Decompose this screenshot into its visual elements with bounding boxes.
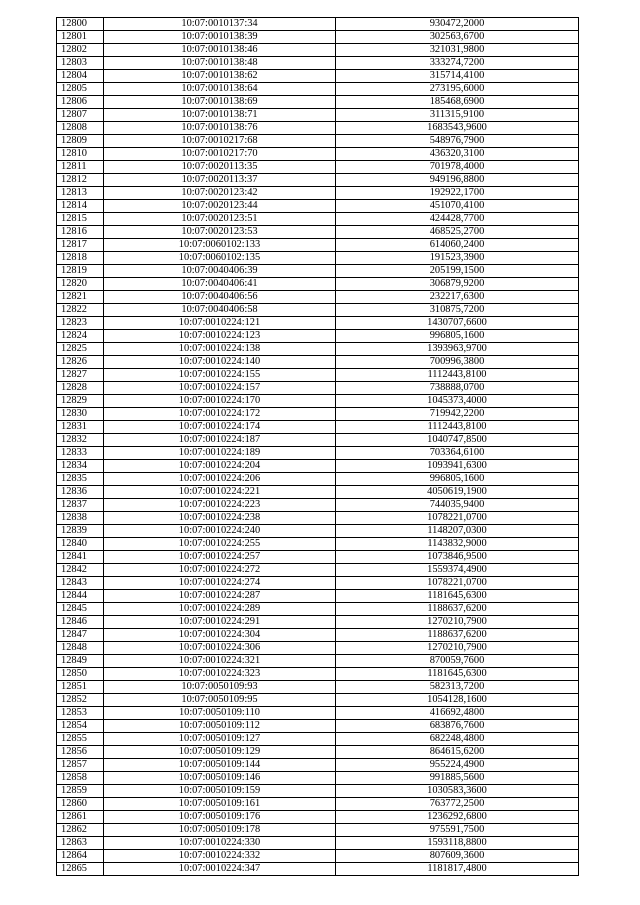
row-number-cell: 12834 <box>57 460 104 473</box>
row-number-cell: 12860 <box>57 798 104 811</box>
table-row <box>57 655 579 668</box>
table-row <box>57 772 579 785</box>
cadastral-number-cell: 10:07:0040406:56 <box>104 291 336 304</box>
row-number-cell: 12854 <box>57 720 104 733</box>
table-row <box>57 31 579 44</box>
value-cell: 744035,9400 <box>336 499 579 512</box>
table-body <box>57 18 579 876</box>
table-row <box>57 408 579 421</box>
cadastral-number-cell: 10:07:0010138:62 <box>104 70 336 83</box>
table-row <box>57 577 579 590</box>
row-number-cell: 12840 <box>57 538 104 551</box>
table-row <box>57 863 579 876</box>
cadastral-number-cell: 10:07:0010224:223 <box>104 499 336 512</box>
row-number-cell: 12836 <box>57 486 104 499</box>
value-cell: 451070,4100 <box>336 200 579 213</box>
cadastral-number-cell: 10:07:0010224:347 <box>104 863 336 876</box>
cadastral-number-cell: 10:07:0010224:204 <box>104 460 336 473</box>
value-cell: 306879,9200 <box>336 278 579 291</box>
table-row <box>57 447 579 460</box>
value-cell: 232217,6300 <box>336 291 579 304</box>
table-row <box>57 759 579 772</box>
table-row <box>57 499 579 512</box>
value-cell: 1143832,9000 <box>336 538 579 551</box>
value-cell: 582313,7200 <box>336 681 579 694</box>
cadastral-number-cell: 10:07:0020123:53 <box>104 226 336 239</box>
value-cell: 205199,1500 <box>336 265 579 278</box>
value-cell: 1040747,8500 <box>336 434 579 447</box>
table-row <box>57 538 579 551</box>
row-number-cell: 12838 <box>57 512 104 525</box>
row-number-cell: 12818 <box>57 252 104 265</box>
cadastral-number-cell: 10:07:0060102:135 <box>104 252 336 265</box>
row-number-cell: 12852 <box>57 694 104 707</box>
cadastral-number-cell: 10:07:0050109:144 <box>104 759 336 772</box>
value-cell: 311315,9100 <box>336 109 579 122</box>
table-row <box>57 200 579 213</box>
table-row <box>57 668 579 681</box>
value-cell: 1073846,9500 <box>336 551 579 564</box>
row-number-cell: 12808 <box>57 122 104 135</box>
row-number-cell: 12815 <box>57 213 104 226</box>
cadastral-number-cell: 10:07:0010224:255 <box>104 538 336 551</box>
value-cell: 1078221,0700 <box>336 512 579 525</box>
row-number-cell: 12845 <box>57 603 104 616</box>
value-cell: 548976,7900 <box>336 135 579 148</box>
row-number-cell: 12817 <box>57 239 104 252</box>
table-row <box>57 18 579 31</box>
table-row <box>57 226 579 239</box>
cadastral-number-cell: 10:07:0010138:48 <box>104 57 336 70</box>
cadastral-number-cell: 10:07:0020123:42 <box>104 187 336 200</box>
cadastral-number-cell: 10:07:0010224:332 <box>104 850 336 863</box>
value-cell: 870059,7600 <box>336 655 579 668</box>
value-cell: 1054128,1600 <box>336 694 579 707</box>
row-number-cell: 12859 <box>57 785 104 798</box>
value-cell: 1078221,0700 <box>336 577 579 590</box>
row-number-cell: 12864 <box>57 850 104 863</box>
cadastral-number-cell: 10:07:0010137:34 <box>104 18 336 31</box>
value-cell: 1559374,4900 <box>336 564 579 577</box>
row-number-cell: 12813 <box>57 187 104 200</box>
table-row <box>57 746 579 759</box>
table-row <box>57 616 579 629</box>
cadastral-number-cell: 10:07:0010224:238 <box>104 512 336 525</box>
value-cell: 416692,4800 <box>336 707 579 720</box>
value-cell: 1270210,7900 <box>336 642 579 655</box>
row-number-cell: 12858 <box>57 772 104 785</box>
row-number-cell: 12809 <box>57 135 104 148</box>
table-row <box>57 720 579 733</box>
row-number-cell: 12828 <box>57 382 104 395</box>
value-cell: 1683543,9600 <box>336 122 579 135</box>
row-number-cell: 12842 <box>57 564 104 577</box>
table-row <box>57 174 579 187</box>
cadastral-number-cell: 10:07:0060102:133 <box>104 239 336 252</box>
table-row <box>57 148 579 161</box>
table-row <box>57 161 579 174</box>
cadastral-number-cell: 10:07:0050109:178 <box>104 824 336 837</box>
value-cell: 864615,6200 <box>336 746 579 759</box>
cadastral-number-cell: 10:07:0010138:46 <box>104 44 336 57</box>
row-number-cell: 12830 <box>57 408 104 421</box>
value-cell: 424428,7700 <box>336 213 579 226</box>
cadastral-number-cell: 10:07:0050109:110 <box>104 707 336 720</box>
value-cell: 185468,6900 <box>336 96 579 109</box>
value-cell: 996805,1600 <box>336 473 579 486</box>
value-cell: 1181645,6300 <box>336 668 579 681</box>
row-number-cell: 12831 <box>57 421 104 434</box>
row-number-cell: 12806 <box>57 96 104 109</box>
value-cell: 1430707,6600 <box>336 317 579 330</box>
cadastral-number-cell: 10:07:0020123:44 <box>104 200 336 213</box>
cadastral-number-cell: 10:07:0010224:323 <box>104 668 336 681</box>
value-cell: 1188637,6200 <box>336 629 579 642</box>
value-cell: 302563,6700 <box>336 31 579 44</box>
row-number-cell: 12832 <box>57 434 104 447</box>
value-cell: 436320,3100 <box>336 148 579 161</box>
cadastral-number-cell: 10:07:0050109:127 <box>104 733 336 746</box>
row-number-cell: 12823 <box>57 317 104 330</box>
table-row <box>57 330 579 343</box>
value-cell: 703364,6100 <box>336 447 579 460</box>
table-row <box>57 70 579 83</box>
row-number-cell: 12807 <box>57 109 104 122</box>
cadastral-number-cell: 10:07:0010224:321 <box>104 655 336 668</box>
cadastral-number-cell: 10:07:0010224:291 <box>104 616 336 629</box>
value-cell: 1181817,4800 <box>336 863 579 876</box>
table-row <box>57 317 579 330</box>
row-number-cell: 12847 <box>57 629 104 642</box>
cadastral-number-cell: 10:07:0020123:51 <box>104 213 336 226</box>
cadastral-number-cell: 10:07:0050109:161 <box>104 798 336 811</box>
cadastral-number-cell: 10:07:0010224:123 <box>104 330 336 343</box>
cadastral-number-cell: 10:07:0010217:68 <box>104 135 336 148</box>
value-cell: 310875,7200 <box>336 304 579 317</box>
cadastral-number-cell: 10:07:0040406:58 <box>104 304 336 317</box>
row-number-cell: 12816 <box>57 226 104 239</box>
value-cell: 955224,4900 <box>336 759 579 772</box>
cadastral-number-cell: 10:07:0010224:272 <box>104 564 336 577</box>
table-row <box>57 824 579 837</box>
cadastral-number-cell: 10:07:0050109:129 <box>104 746 336 759</box>
value-cell: 701978,4000 <box>336 161 579 174</box>
value-cell: 991885,5600 <box>336 772 579 785</box>
table-row <box>57 304 579 317</box>
table-row <box>57 798 579 811</box>
table-row <box>57 785 579 798</box>
row-number-cell: 12814 <box>57 200 104 213</box>
value-cell: 975591,7500 <box>336 824 579 837</box>
cadastral-number-cell: 10:07:0010224:287 <box>104 590 336 603</box>
row-number-cell: 12800 <box>57 18 104 31</box>
value-cell: 1181645,6300 <box>336 590 579 603</box>
table-row <box>57 694 579 707</box>
cadastral-number-cell: 10:07:0010224:274 <box>104 577 336 590</box>
value-cell: 1093941,6300 <box>336 460 579 473</box>
cadastral-number-cell: 10:07:0010224:121 <box>104 317 336 330</box>
row-number-cell: 12846 <box>57 616 104 629</box>
value-cell: 192922,1700 <box>336 187 579 200</box>
table-row <box>57 564 579 577</box>
cadastral-number-cell: 10:07:0010138:64 <box>104 83 336 96</box>
value-cell: 191523,3900 <box>336 252 579 265</box>
table-row <box>57 57 579 70</box>
cadastral-number-cell: 10:07:0010224:155 <box>104 369 336 382</box>
value-cell: 719942,2200 <box>336 408 579 421</box>
value-cell: 949196,8800 <box>336 174 579 187</box>
table-row <box>57 122 579 135</box>
table-row <box>57 837 579 850</box>
table-row <box>57 239 579 252</box>
cadastral-number-cell: 10:07:0010224:330 <box>104 837 336 850</box>
cadastral-number-cell: 10:07:0040406:41 <box>104 278 336 291</box>
cadastral-number-cell: 10:07:0010224:240 <box>104 525 336 538</box>
row-number-cell: 12819 <box>57 265 104 278</box>
value-cell: 273195,6000 <box>336 83 579 96</box>
row-number-cell: 12851 <box>57 681 104 694</box>
row-number-cell: 12844 <box>57 590 104 603</box>
row-number-cell: 12811 <box>57 161 104 174</box>
cadastral-number-cell: 10:07:0010138:39 <box>104 31 336 44</box>
value-cell: 315714,4100 <box>336 70 579 83</box>
row-number-cell: 12856 <box>57 746 104 759</box>
row-number-cell: 12803 <box>57 57 104 70</box>
cadastral-number-cell: 10:07:0010224:174 <box>104 421 336 434</box>
row-number-cell: 12853 <box>57 707 104 720</box>
table-row <box>57 44 579 57</box>
row-number-cell: 12849 <box>57 655 104 668</box>
value-cell: 738888,0700 <box>336 382 579 395</box>
table-row <box>57 382 579 395</box>
row-number-cell: 12824 <box>57 330 104 343</box>
row-number-cell: 12862 <box>57 824 104 837</box>
row-number-cell: 12857 <box>57 759 104 772</box>
cadastral-number-cell: 10:07:0020113:37 <box>104 174 336 187</box>
cadastral-number-cell: 10:07:0010224:289 <box>104 603 336 616</box>
cadastral-number-cell: 10:07:0050109:176 <box>104 811 336 824</box>
value-cell: 1593118,8800 <box>336 837 579 850</box>
table-row <box>57 603 579 616</box>
row-number-cell: 12821 <box>57 291 104 304</box>
table-row <box>57 525 579 538</box>
row-number-cell: 12805 <box>57 83 104 96</box>
value-cell: 1148207,0300 <box>336 525 579 538</box>
value-cell: 468525,2700 <box>336 226 579 239</box>
table-row <box>57 486 579 499</box>
table-row <box>57 291 579 304</box>
table-row <box>57 590 579 603</box>
cadastral-number-cell: 10:07:0010224:206 <box>104 473 336 486</box>
table-row <box>57 83 579 96</box>
row-number-cell: 12829 <box>57 395 104 408</box>
table-row <box>57 213 579 226</box>
row-number-cell: 12855 <box>57 733 104 746</box>
cadastral-number-cell: 10:07:0020113:35 <box>104 161 336 174</box>
table-row <box>57 265 579 278</box>
row-number-cell: 12822 <box>57 304 104 317</box>
cadastral-number-cell: 10:07:0010224:221 <box>104 486 336 499</box>
row-number-cell: 12837 <box>57 499 104 512</box>
row-number-cell: 12863 <box>57 837 104 850</box>
row-number-cell: 12843 <box>57 577 104 590</box>
cadastral-number-cell: 10:07:0010224:170 <box>104 395 336 408</box>
table-row <box>57 473 579 486</box>
value-cell: 1045373,4000 <box>336 395 579 408</box>
value-cell: 1188637,6200 <box>336 603 579 616</box>
table-row <box>57 187 579 200</box>
cadastral-number-cell: 10:07:0010224:257 <box>104 551 336 564</box>
value-cell: 996805,1600 <box>336 330 579 343</box>
cadastral-number-cell: 10:07:0010224:189 <box>104 447 336 460</box>
value-cell: 930472,2000 <box>336 18 579 31</box>
cadastral-number-cell: 10:07:0010224:157 <box>104 382 336 395</box>
table-row <box>57 811 579 824</box>
value-cell: 700996,3800 <box>336 356 579 369</box>
cadastral-number-cell: 10:07:0040406:39 <box>104 265 336 278</box>
table-row <box>57 460 579 473</box>
table-row <box>57 369 579 382</box>
value-cell: 1393963,9700 <box>336 343 579 356</box>
row-number-cell: 12802 <box>57 44 104 57</box>
cadastral-number-cell: 10:07:0050109:146 <box>104 772 336 785</box>
cadastral-number-cell: 10:07:0010224:187 <box>104 434 336 447</box>
cadastral-number-cell: 10:07:0010224:140 <box>104 356 336 369</box>
row-number-cell: 12841 <box>57 551 104 564</box>
value-cell: 1112443,8100 <box>336 369 579 382</box>
row-number-cell: 12825 <box>57 343 104 356</box>
row-number-cell: 12865 <box>57 863 104 876</box>
cadastral-number-cell: 10:07:0050109:112 <box>104 720 336 733</box>
value-cell: 4050619,1900 <box>336 486 579 499</box>
cadastral-number-cell: 10:07:0010138:76 <box>104 122 336 135</box>
row-number-cell: 12848 <box>57 642 104 655</box>
cadastral-number-cell: 10:07:0010224:306 <box>104 642 336 655</box>
cadastral-number-cell: 10:07:0010217:70 <box>104 148 336 161</box>
cadastral-value-table <box>56 17 579 876</box>
cadastral-number-cell: 10:07:0010138:69 <box>104 96 336 109</box>
row-number-cell: 12801 <box>57 31 104 44</box>
value-cell: 1236292,6800 <box>336 811 579 824</box>
row-number-cell: 12850 <box>57 668 104 681</box>
cadastral-number-cell: 10:07:0010224:304 <box>104 629 336 642</box>
row-number-cell: 12826 <box>57 356 104 369</box>
table-row <box>57 278 579 291</box>
table-row <box>57 135 579 148</box>
value-cell: 333274,7200 <box>336 57 579 70</box>
value-cell: 614060,2400 <box>336 239 579 252</box>
cadastral-number-cell: 10:07:0010224:138 <box>104 343 336 356</box>
row-number-cell: 12827 <box>57 369 104 382</box>
value-cell: 807609,3600 <box>336 850 579 863</box>
row-number-cell: 12835 <box>57 473 104 486</box>
row-number-cell: 12804 <box>57 70 104 83</box>
value-cell: 683876,7600 <box>336 720 579 733</box>
table-row <box>57 642 579 655</box>
table-row <box>57 343 579 356</box>
table-row <box>57 681 579 694</box>
value-cell: 682248,4800 <box>336 733 579 746</box>
table-row <box>57 850 579 863</box>
value-cell: 321031,9800 <box>336 44 579 57</box>
table-row <box>57 356 579 369</box>
table-row <box>57 733 579 746</box>
row-number-cell: 12839 <box>57 525 104 538</box>
value-cell: 1270210,7900 <box>336 616 579 629</box>
cadastral-number-cell: 10:07:0010138:71 <box>104 109 336 122</box>
row-number-cell: 12820 <box>57 278 104 291</box>
table-row <box>57 109 579 122</box>
table-row <box>57 551 579 564</box>
table-row <box>57 421 579 434</box>
row-number-cell: 12812 <box>57 174 104 187</box>
row-number-cell: 12861 <box>57 811 104 824</box>
cadastral-number-cell: 10:07:0010224:172 <box>104 408 336 421</box>
cadastral-number-cell: 10:07:0050109:159 <box>104 785 336 798</box>
table-row <box>57 629 579 642</box>
table-row <box>57 395 579 408</box>
value-cell: 1030583,3600 <box>336 785 579 798</box>
table-row <box>57 707 579 720</box>
value-cell: 763772,2500 <box>336 798 579 811</box>
table-row <box>57 512 579 525</box>
row-number-cell: 12833 <box>57 447 104 460</box>
value-cell: 1112443,8100 <box>336 421 579 434</box>
table-row <box>57 96 579 109</box>
row-number-cell: 12810 <box>57 148 104 161</box>
table-row <box>57 434 579 447</box>
cadastral-number-cell: 10:07:0050109:93 <box>104 681 336 694</box>
cadastral-number-cell: 10:07:0050109:95 <box>104 694 336 707</box>
table-row <box>57 252 579 265</box>
